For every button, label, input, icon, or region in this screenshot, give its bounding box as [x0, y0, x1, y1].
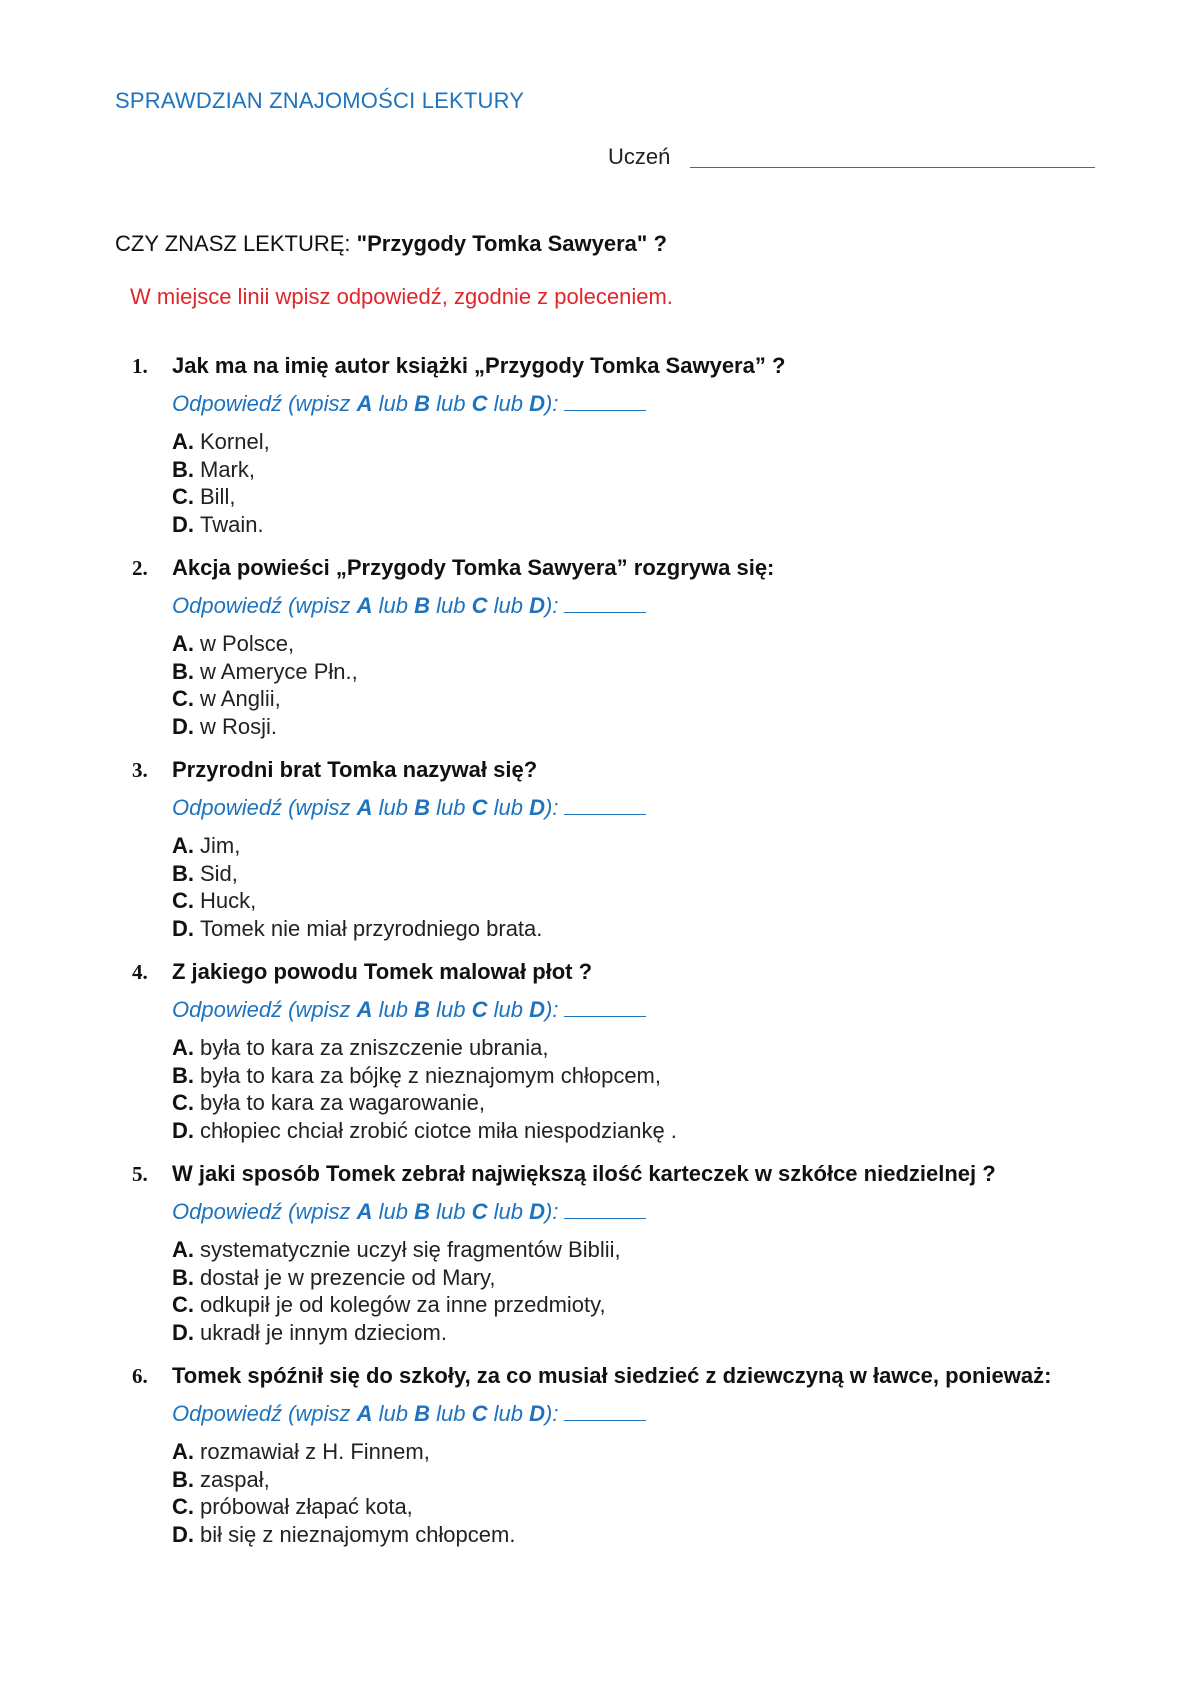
- option-item: [172, 1034, 1200, 1062]
- student-name-line[interactable]: [690, 167, 1095, 168]
- option-text: była to kara za bójkę z nieznajomym chłopcem,: [200, 1062, 661, 1088]
- answer-prompt-text: ):: [545, 1401, 559, 1426]
- option-text: w Polsce,: [200, 631, 295, 656]
- option-letter: A.: [172, 833, 194, 858]
- option-item: [172, 1291, 1200, 1319]
- answer-prompt-text: ):: [545, 997, 559, 1022]
- answer-letter: D: [529, 593, 546, 618]
- question-4: [132, 958, 1200, 1144]
- question-number: 1.: [132, 354, 148, 378]
- worksheet-title: SPRAWDZIAN ZNAJOMOŚCI LEKTURY: [115, 88, 525, 113]
- option-item: [172, 1319, 1200, 1347]
- option-text: Sid,: [200, 860, 238, 886]
- answer-prompt-text: ):: [545, 391, 559, 416]
- answer-prompt: [132, 592, 1200, 620]
- option-text: rozmawiał z H. Finnem,: [200, 1439, 430, 1464]
- answer-prompt-text: lub: [493, 1401, 524, 1426]
- question-text: Akcja powieści „Przygody Tomka Sawyera” rozgrywa się:: [172, 555, 775, 580]
- option-letter: C.: [172, 888, 194, 913]
- answer-prompt-text: Odpowiedź (wpisz: [172, 593, 351, 618]
- option-letter: D.: [172, 511, 194, 537]
- answer-letter: B: [414, 1199, 431, 1224]
- question-number: 4.: [132, 960, 148, 984]
- option-item: [172, 887, 1200, 915]
- option-text: była to kara za wagarowanie,: [200, 1090, 485, 1115]
- option-text: ukradł je innym dzieciom.: [200, 1319, 447, 1345]
- option-letter: B.: [172, 658, 194, 684]
- option-letter: D.: [172, 1117, 194, 1143]
- option-item: [172, 1236, 1200, 1264]
- option-text: odkupił je od kolegów za inne przedmioty,: [200, 1292, 606, 1317]
- question-number: 2.: [132, 556, 148, 580]
- question-3: [132, 756, 1200, 942]
- answer-letter: C: [471, 795, 488, 820]
- option-letter: B.: [172, 1466, 194, 1492]
- answer-letter: D: [529, 997, 546, 1022]
- option-letter: C.: [172, 1494, 194, 1519]
- question-1: [132, 352, 1200, 538]
- answer-letter: C: [471, 1401, 488, 1426]
- answer-letter: B: [414, 1401, 431, 1426]
- question-5: [132, 1160, 1200, 1346]
- answer-prompt-text: Odpowiedź (wpisz: [172, 1401, 351, 1426]
- option-letter: B.: [172, 1264, 194, 1290]
- answer-prompt-text: lub: [436, 997, 466, 1022]
- answer-prompt-text: lub: [436, 1199, 466, 1224]
- option-text: Mark,: [200, 456, 255, 482]
- options-list: [132, 832, 1200, 942]
- instruction-text: W miejsce linii wpisz odpowiedź, zgodnie z poleceniem.: [130, 284, 673, 309]
- answer-prompt-text: lub: [436, 593, 466, 618]
- option-letter: B.: [172, 456, 194, 482]
- option-text: Huck,: [200, 888, 257, 913]
- option-text: chłopiec chciał zrobić ciotce miła niespodziankę .: [200, 1117, 677, 1143]
- option-item: [172, 713, 1200, 741]
- answer-prompt-text: lub: [436, 391, 466, 416]
- answer-prompt-text: ):: [545, 795, 559, 820]
- answer-letter: D: [529, 795, 546, 820]
- answer-prompt-text: lub: [378, 795, 409, 820]
- option-item: [172, 685, 1200, 713]
- answer-prompt-text: Odpowiedź (wpisz: [172, 1199, 351, 1224]
- answer-prompt-text: lub: [493, 391, 524, 416]
- option-item: [172, 456, 1200, 484]
- option-item: [172, 658, 1200, 686]
- answer-prompt-text: lub: [378, 593, 409, 618]
- answer-prompt-text: lub: [493, 795, 524, 820]
- question-6: [132, 1362, 1200, 1548]
- answer-blank[interactable]: [564, 794, 646, 815]
- option-text: systematycznie uczył się fragmentów Biblii,: [200, 1237, 621, 1262]
- answer-letter: B: [414, 593, 431, 618]
- answer-prompt-text: Odpowiedź (wpisz: [172, 795, 351, 820]
- option-letter: B.: [172, 1062, 194, 1088]
- option-item: [172, 832, 1200, 860]
- question-text: W jaki sposób Tomek zebrał największą ilość karteczek w szkółce niedzielnej ?: [172, 1161, 996, 1186]
- question-number: 3.: [132, 758, 148, 782]
- answer-prompt-text: lub: [493, 1199, 524, 1224]
- question-text: Przyrodni brat Tomka nazywał się?: [172, 757, 538, 782]
- option-letter: A.: [172, 1237, 194, 1262]
- option-item: [172, 1466, 1200, 1494]
- answer-prompt: [132, 794, 1200, 822]
- answer-prompt-text: Odpowiedź (wpisz: [172, 391, 351, 416]
- option-text: była to kara za zniszczenie ubrania,: [200, 1035, 549, 1060]
- option-text: próbował złapać kota,: [200, 1494, 413, 1519]
- option-letter: C.: [172, 484, 194, 509]
- option-letter: A.: [172, 631, 194, 656]
- answer-letter: D: [529, 391, 546, 416]
- option-letter: D.: [172, 1319, 194, 1345]
- question-text: Tomek spóźnił się do szkoły, za co musiał siedzieć z dziewczyną w ławce, ponieważ:: [172, 1363, 1052, 1388]
- option-letter: D.: [172, 915, 194, 941]
- option-item: [172, 1521, 1200, 1549]
- answer-prompt: [132, 1400, 1200, 1428]
- answer-blank[interactable]: [564, 592, 646, 613]
- question-2: [132, 554, 1200, 740]
- answer-prompt-text: ):: [545, 1199, 559, 1224]
- answer-blank[interactable]: [564, 1400, 646, 1421]
- answer-letter: D: [529, 1401, 546, 1426]
- option-item: [172, 483, 1200, 511]
- answer-prompt: [132, 996, 1200, 1024]
- options-list: [132, 428, 1200, 538]
- answer-blank[interactable]: [564, 390, 646, 411]
- answer-prompt-text: lub: [378, 1401, 409, 1426]
- question-number: 5.: [132, 1162, 148, 1186]
- option-text: Tomek nie miał przyrodniego brata.: [200, 915, 543, 941]
- answer-letter: B: [414, 391, 431, 416]
- subject-prefix: CZY ZNASZ LEKTURĘ:: [115, 231, 351, 256]
- answer-prompt: [132, 1198, 1200, 1226]
- question-heading: [132, 554, 1192, 582]
- answer-prompt-text: lub: [436, 1401, 466, 1426]
- question-heading: [132, 352, 1192, 380]
- options-list: [132, 630, 1200, 740]
- question-number: 6.: [132, 1364, 148, 1388]
- option-item: [172, 1438, 1200, 1466]
- answer-letter: A: [356, 795, 373, 820]
- answer-prompt-text: lub: [378, 997, 409, 1022]
- answer-prompt-text: lub: [378, 391, 409, 416]
- answer-letter: A: [356, 1401, 373, 1426]
- subject-line: [115, 231, 667, 257]
- answer-blank[interactable]: [564, 1198, 646, 1219]
- options-list: [132, 1438, 1200, 1548]
- option-letter: A.: [172, 1439, 194, 1464]
- option-item: [172, 1062, 1200, 1090]
- option-letter: C.: [172, 1090, 194, 1115]
- option-item: [172, 511, 1200, 539]
- option-item: [172, 1117, 1200, 1145]
- answer-letter: A: [356, 391, 373, 416]
- option-letter: D.: [172, 1521, 194, 1547]
- option-text: Bill,: [200, 484, 236, 509]
- answer-letter: A: [356, 593, 373, 618]
- option-letter: C.: [172, 686, 194, 711]
- answer-letter: D: [529, 1199, 546, 1224]
- question-heading: [132, 958, 1192, 986]
- answer-letter: C: [471, 997, 488, 1022]
- answer-letter: A: [356, 1199, 373, 1224]
- question-heading: [132, 1160, 1192, 1188]
- subject-book: "Przygody Tomka Sawyera" ?: [356, 231, 667, 256]
- option-item: [172, 915, 1200, 943]
- option-item: [172, 1264, 1200, 1292]
- options-list: [132, 1034, 1200, 1144]
- answer-prompt-text: lub: [436, 795, 466, 820]
- option-item: [172, 630, 1200, 658]
- answer-prompt-text: Odpowiedź (wpisz: [172, 997, 351, 1022]
- answer-prompt-text: lub: [378, 1199, 409, 1224]
- option-text: bił się z nieznajomym chłopcem.: [200, 1521, 516, 1547]
- answer-prompt-text: lub: [493, 593, 524, 618]
- option-text: w Anglii,: [200, 686, 281, 711]
- answer-letter: C: [471, 391, 488, 416]
- option-item: [172, 428, 1200, 456]
- student-label: Uczeń: [608, 144, 671, 169]
- option-text: w Ameryce Płn.,: [200, 658, 358, 684]
- answer-letter: B: [414, 795, 431, 820]
- answer-blank[interactable]: [564, 996, 646, 1017]
- answer-letter: A: [356, 997, 373, 1022]
- option-item: [172, 860, 1200, 888]
- option-text: Jim,: [200, 833, 241, 858]
- option-text: w Rosji.: [200, 713, 278, 739]
- answer-prompt: [132, 390, 1200, 418]
- option-text: zaspał,: [200, 1466, 270, 1492]
- option-text: dostał je w prezencie od Mary,: [200, 1264, 496, 1290]
- options-list: [132, 1236, 1200, 1346]
- answer-letter: B: [414, 997, 431, 1022]
- option-letter: B.: [172, 860, 194, 886]
- answer-letter: C: [471, 593, 488, 618]
- question-text: Jak ma na imię autor książki „Przygody Tomka Sawyera” ?: [172, 353, 786, 378]
- option-letter: A.: [172, 429, 194, 454]
- question-list: [0, 352, 1200, 1548]
- option-text: Kornel,: [200, 429, 270, 454]
- question-heading: [132, 756, 1192, 784]
- answer-prompt-text: ):: [545, 593, 559, 618]
- option-letter: A.: [172, 1035, 194, 1060]
- answer-prompt-text: lub: [493, 997, 524, 1022]
- question-text: Z jakiego powodu Tomek malował płot ?: [172, 959, 593, 984]
- option-letter: C.: [172, 1292, 194, 1317]
- option-text: Twain.: [200, 511, 264, 537]
- option-item: [172, 1089, 1200, 1117]
- question-heading: [132, 1362, 1192, 1390]
- option-letter: D.: [172, 713, 194, 739]
- answer-letter: C: [471, 1199, 488, 1224]
- option-item: [172, 1493, 1200, 1521]
